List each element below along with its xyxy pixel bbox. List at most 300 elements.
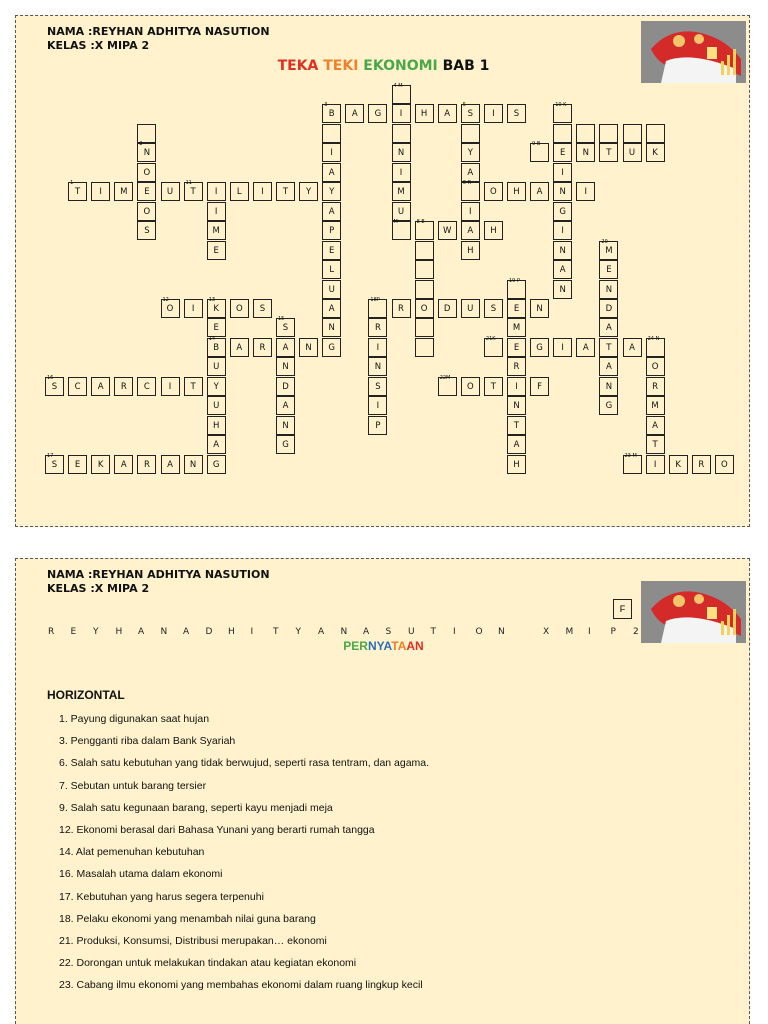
cell-letter: A [605, 323, 612, 334]
crossword-cell[interactable] [368, 338, 387, 357]
crossword-cell[interactable] [253, 182, 272, 201]
cell-letter: S [259, 303, 266, 314]
crossword-cell[interactable] [68, 182, 87, 201]
cell-letter: A [97, 381, 104, 392]
cell-letter: A [444, 109, 451, 120]
cell-letter: I [469, 206, 472, 217]
clue-number: M [393, 219, 398, 226]
cell-letter: U [467, 303, 474, 314]
cell-letter: O [235, 303, 243, 314]
crossword-cell[interactable] [392, 182, 411, 201]
crossword-cell[interactable] [68, 455, 87, 474]
cell-letter: Y [329, 187, 335, 198]
crossword-cell[interactable] [415, 338, 434, 357]
crossword-cell[interactable] [484, 104, 503, 123]
crossword-cell[interactable] [207, 221, 226, 240]
title-part: PER [343, 639, 368, 653]
crossword-cell[interactable] [599, 338, 618, 357]
student-class: KELAS :X MIPA 2 [47, 39, 150, 52]
cell-letter: I [99, 187, 102, 198]
crossword-cell[interactable] [392, 104, 411, 123]
crossword-cell[interactable] [276, 377, 295, 396]
crossword-cell[interactable] [368, 296, 387, 318]
crossword-cell[interactable] [438, 104, 457, 123]
cell-letter: I [653, 459, 657, 470]
cell-letter: K [97, 459, 104, 470]
crossword-cell[interactable] [392, 221, 411, 240]
crossword-cell[interactable] [530, 338, 549, 357]
crossword-cell[interactable] [623, 124, 642, 143]
crossword-cell[interactable] [438, 299, 457, 318]
name-letter: R [48, 627, 55, 637]
crossword-cell[interactable] [137, 163, 156, 182]
student-class: KELAS :X MIPA 2 [47, 582, 150, 595]
crossword-cell[interactable] [715, 455, 734, 474]
clue-number: 23 M [624, 452, 637, 459]
cell-letter: T [190, 187, 196, 198]
name-letter: 2 [633, 627, 639, 637]
name-letter: A [138, 627, 145, 637]
cell-letter: I [561, 167, 564, 178]
crossword-cell[interactable] [530, 182, 549, 201]
crossword-cell[interactable] [507, 104, 526, 123]
cell-letter: G [374, 109, 382, 120]
cell-letter: N [189, 459, 197, 470]
crossword-cell[interactable] [484, 377, 503, 396]
cell-letter: A [328, 167, 335, 178]
title-part: AN [406, 639, 424, 653]
crossword-cell[interactable] [207, 335, 226, 357]
clue-number: 6 R [462, 180, 472, 187]
crossword-cell[interactable] [646, 377, 665, 396]
title-part: BAB 1 [442, 58, 490, 74]
cell-letter: S [490, 303, 497, 314]
cell-letter: N [559, 187, 566, 198]
crossword-cell[interactable] [530, 377, 549, 396]
crossword-cell[interactable] [184, 182, 203, 201]
crossword-cell[interactable] [415, 221, 434, 240]
crossword-cell[interactable] [299, 338, 318, 357]
crossword-cell[interactable] [299, 182, 318, 201]
crossword-cell[interactable] [576, 182, 595, 201]
cell-letter: N [282, 420, 289, 431]
cell-letter: F [537, 381, 543, 392]
crossword-cell[interactable] [368, 318, 387, 337]
cell-letter: P [329, 226, 335, 237]
crossword-cell[interactable] [161, 455, 180, 474]
crossword-cell[interactable] [646, 396, 665, 415]
crossword-cell[interactable] [553, 124, 572, 143]
cell-letter: M [212, 226, 220, 237]
crossword-cell[interactable] [507, 416, 526, 435]
name-letter: I [250, 627, 254, 637]
name-letter: Y [295, 627, 301, 637]
crossword-cell[interactable] [276, 416, 295, 435]
name-letter: H [228, 627, 235, 637]
crossword-cell[interactable] [507, 357, 526, 376]
crossword-cell[interactable] [368, 357, 387, 376]
cell-letter: A [467, 226, 474, 237]
crossword-cell[interactable] [137, 221, 156, 240]
crossword-cell[interactable] [461, 221, 480, 240]
cell-letter: N [328, 323, 335, 334]
name-letter: Y [93, 627, 99, 637]
cell-letter: N [513, 401, 520, 412]
crossword-cell[interactable] [322, 143, 341, 162]
crossword-cell[interactable] [599, 124, 618, 143]
statements-panel [15, 558, 750, 1024]
crossword-cell[interactable] [322, 260, 341, 279]
crossword-cell[interactable] [553, 338, 572, 357]
crossword-cell[interactable] [137, 202, 156, 221]
clue-number: 9 B [532, 141, 541, 148]
crossword-cell[interactable] [276, 318, 295, 337]
crossword-cell[interactable] [322, 318, 341, 337]
crossword-cell[interactable] [461, 104, 480, 123]
cell-letter: A [582, 342, 589, 353]
cell-letter: I [191, 303, 195, 314]
crossword-cell[interactable] [207, 296, 226, 318]
cell-letter: E [144, 187, 150, 198]
name-letter: N [340, 627, 348, 637]
crossword-cell[interactable] [646, 143, 665, 162]
answer-cell-f[interactable]: F [613, 599, 632, 619]
crossword-cell[interactable] [91, 182, 110, 201]
crossword-cell[interactable] [368, 104, 387, 123]
crossword-cell[interactable] [599, 318, 618, 337]
cell-letter: H [467, 245, 474, 256]
name-letter: O [475, 627, 483, 637]
cell-letter: H [513, 187, 520, 198]
cell-letter: O [721, 459, 728, 470]
crossword-cell[interactable] [276, 435, 295, 454]
crossword-cell[interactable] [276, 357, 295, 376]
crossword-cell[interactable] [599, 377, 618, 396]
crossword-cell[interactable] [623, 338, 642, 357]
cell-letter: G [536, 342, 543, 353]
crossword-cell[interactable] [461, 241, 480, 260]
crossword-cell[interactable] [669, 455, 688, 474]
cell-letter: O [490, 187, 497, 198]
crossword-cell[interactable] [91, 377, 110, 396]
crossword-cell[interactable] [207, 182, 226, 201]
crossword-cell[interactable] [461, 124, 480, 143]
crossword-cell[interactable] [415, 260, 434, 279]
crossword-cell[interactable] [553, 143, 572, 162]
cell-letter: A [167, 459, 173, 470]
cell-letter: R [143, 459, 150, 470]
crossword-cell[interactable] [461, 202, 480, 221]
cell-letter: K [213, 303, 219, 314]
cell-letter: E [213, 245, 219, 256]
cell-letter: T [652, 440, 658, 451]
crossword-cell[interactable] [207, 396, 226, 415]
crossword-cell[interactable] [553, 260, 572, 279]
cell-letter: T [74, 187, 81, 198]
cell-letter: K [652, 148, 658, 159]
crossword-cell[interactable] [576, 124, 595, 143]
crossword-cell[interactable] [415, 280, 434, 299]
clue-item: 3. Pengganti riba dalam Bank Syariah [59, 735, 236, 748]
crossword-cell[interactable] [646, 455, 665, 474]
crossword-cell[interactable] [461, 143, 480, 162]
cell-letter: O [651, 362, 659, 373]
cell-letter: A [513, 440, 520, 451]
crossword-cell[interactable] [461, 182, 480, 201]
cell-letter: H [490, 226, 497, 237]
crossword-cell[interactable] [623, 452, 642, 474]
crossword-cell[interactable] [646, 335, 665, 357]
crossword-cell[interactable] [184, 455, 203, 474]
crossword-cell[interactable] [91, 455, 110, 474]
name-letter: E [70, 627, 77, 637]
crossword-cell[interactable] [114, 377, 133, 396]
crossword-cell[interactable] [45, 452, 64, 474]
crossword-cell[interactable] [507, 318, 526, 337]
cell-letter: R [513, 362, 520, 373]
crossword-cell[interactable] [576, 143, 595, 162]
crossword-cell[interactable] [322, 124, 341, 143]
crossword-cell[interactable] [207, 416, 226, 435]
cell-letter: Y [467, 148, 473, 159]
crossword-cell[interactable] [692, 455, 711, 474]
cell-letter: S [513, 109, 520, 120]
title-part: TEKI [323, 58, 364, 74]
cell-letter: Y [305, 187, 312, 198]
crossword-cell[interactable] [368, 396, 387, 415]
crossword-cell[interactable] [646, 435, 665, 454]
crossword-cell[interactable] [230, 182, 249, 201]
crossword-cell[interactable] [322, 182, 341, 201]
crossword-cell[interactable] [276, 182, 295, 201]
crossword-cell[interactable] [392, 163, 411, 182]
crossword-cell[interactable] [553, 280, 572, 299]
clue-number: 2 [139, 141, 143, 148]
cell-letter: M [397, 187, 405, 198]
crossword-cell[interactable] [253, 338, 272, 357]
crossword-cell[interactable] [646, 124, 665, 143]
crossword-cell[interactable] [207, 357, 226, 376]
crossword-cell[interactable] [507, 182, 526, 201]
crossword-cell[interactable] [184, 299, 203, 318]
crossword-cell[interactable] [599, 357, 618, 376]
cell-letter: I [168, 381, 172, 392]
cell-letter: I [214, 206, 218, 217]
crossword-cell[interactable] [553, 104, 572, 123]
crossword-cell[interactable] [322, 280, 341, 299]
crossword-cell[interactable] [553, 163, 572, 182]
clue-number: 15 [278, 316, 285, 323]
crossword-cell[interactable] [392, 124, 411, 143]
crossword-cell[interactable] [530, 143, 549, 162]
cell-letter: N [305, 342, 312, 353]
cell-letter: N [605, 381, 613, 392]
crossword-cell[interactable] [507, 338, 526, 357]
crossword-cell[interactable] [415, 318, 434, 337]
cell-letter: A [236, 342, 243, 353]
crossword-cell[interactable] [322, 241, 341, 260]
crossword-cell[interactable] [322, 104, 341, 123]
crossword-cell[interactable] [161, 377, 180, 396]
crossword-cell[interactable] [438, 374, 457, 396]
crossword-cell[interactable] [415, 241, 434, 260]
crossword-cell[interactable] [207, 455, 226, 474]
cell-letter: E [513, 303, 520, 314]
cell-letter: S [51, 459, 58, 470]
crossword-cell[interactable] [114, 455, 133, 474]
clue-number: 5 [462, 102, 466, 109]
crossword-cell[interactable] [137, 182, 156, 201]
crossword-cell[interactable] [392, 299, 411, 318]
crossword-cell[interactable] [576, 338, 595, 357]
crossword-cell[interactable] [438, 221, 457, 240]
crossword-cell[interactable] [461, 377, 480, 396]
crossword-cell[interactable] [45, 374, 64, 396]
crossword-cell[interactable] [623, 143, 642, 162]
crossword-cell[interactable] [507, 396, 526, 415]
crossword-cell[interactable] [484, 299, 503, 318]
cell-letter: S [51, 381, 58, 392]
crossword-cell[interactable] [507, 277, 526, 299]
name-letter: X [543, 627, 550, 637]
cell-letter: M [120, 187, 128, 198]
crossword-cell[interactable] [646, 357, 665, 376]
cell-letter: A [467, 167, 474, 178]
crossword-cell[interactable] [114, 182, 133, 201]
crossword-cell[interactable] [646, 416, 665, 435]
crossword-cell[interactable] [276, 338, 295, 357]
cell-letter: U [166, 187, 174, 198]
crossword-cell[interactable] [392, 85, 411, 104]
clue-number: 1 [70, 180, 74, 187]
cell-letter: L [329, 265, 335, 276]
cell-letter: N [143, 148, 151, 159]
cell-letter: K [675, 459, 681, 470]
crossword-cell[interactable] [184, 377, 203, 396]
crossword-cell[interactable] [230, 299, 249, 318]
cell-letter: G [212, 459, 220, 470]
crossword-cell[interactable] [368, 377, 387, 396]
cell-letter: U [628, 148, 636, 159]
crossword-cell[interactable] [276, 396, 295, 415]
cell-letter: R [374, 323, 381, 334]
crossword-cell[interactable] [137, 455, 156, 474]
cell-letter: I [214, 187, 218, 198]
cell-letter: P [375, 420, 381, 431]
crossword-cell[interactable] [553, 241, 572, 260]
cell-letter: O [143, 206, 151, 217]
crossword-cell[interactable] [415, 104, 434, 123]
crossword-cell[interactable] [553, 221, 572, 240]
cell-letter: U [328, 284, 335, 295]
cell-letter: H [212, 420, 220, 431]
crossword-cell[interactable] [322, 202, 341, 221]
cell-letter: T [490, 381, 496, 392]
cell-letter: M [512, 323, 521, 334]
crossword-cell[interactable] [230, 338, 249, 357]
crossword-cell[interactable] [599, 143, 618, 162]
crossword-cell[interactable] [207, 241, 226, 260]
title-part: NYA [367, 639, 392, 653]
cell-letter: R [259, 342, 266, 353]
title-part: TEKA [277, 58, 324, 74]
crossword-cell[interactable] [253, 299, 272, 318]
crossword-cell[interactable] [599, 299, 618, 318]
crossword-cell[interactable] [137, 143, 156, 162]
cell-letter: S [144, 226, 150, 237]
crossword-cell[interactable] [507, 299, 526, 318]
cell-letter: N [374, 362, 382, 373]
name-letter: T [430, 627, 436, 637]
crossword-cell[interactable] [553, 202, 572, 221]
crossword-cell[interactable] [530, 299, 549, 318]
name-letter: A [318, 627, 325, 637]
clue-number: 19 P [509, 277, 520, 284]
cell-letter: T [282, 187, 289, 198]
crossword-cell[interactable] [507, 377, 526, 396]
cell-letter: A [282, 401, 289, 412]
crossword-cell[interactable] [415, 299, 434, 318]
crossword-cell[interactable] [392, 143, 411, 162]
cell-letter: I [399, 167, 403, 178]
crossword-cell[interactable] [345, 104, 364, 123]
crossword-cell[interactable] [322, 299, 341, 318]
crossword-cell[interactable] [322, 338, 341, 357]
crossword-cell[interactable] [207, 435, 226, 454]
cell-letter: I [515, 381, 518, 392]
crossword-cell[interactable] [507, 435, 526, 454]
crossword-cell[interactable] [599, 238, 618, 260]
cell-letter: I [261, 187, 264, 198]
crossword-cell[interactable] [507, 455, 526, 474]
clue-item: 7. Sebutan untuk barang tersier [59, 779, 207, 792]
crossword-cell[interactable] [161, 296, 180, 318]
crossword-cell[interactable] [137, 377, 156, 396]
cell-letter: O [143, 167, 151, 178]
crossword-cell[interactable] [68, 377, 87, 396]
title-part: TA [391, 639, 407, 653]
crossword-cell[interactable] [599, 396, 618, 415]
cell-letter: I [561, 342, 564, 353]
crossword-cell[interactable] [599, 280, 618, 299]
crossword-cell[interactable] [599, 260, 618, 279]
crossword-cell[interactable] [484, 335, 503, 357]
cell-letter: N [605, 284, 613, 295]
student-name: NAMA :REYHAN ADHITYA NASUTION [47, 568, 270, 581]
cell-letter: R [652, 381, 659, 392]
clue-number: 8 E [416, 219, 425, 226]
cell-letter: R [398, 303, 404, 314]
crossword-cell[interactable] [322, 163, 341, 182]
crossword-cell[interactable] [553, 182, 572, 201]
crossword-cell[interactable] [484, 182, 503, 201]
crossword-cell[interactable] [161, 182, 180, 201]
crossword-cell[interactable] [461, 299, 480, 318]
clue-item: 1. Payung digunakan saat hujan [59, 713, 210, 725]
cell-letter: O [420, 303, 428, 314]
crossword-cell[interactable] [368, 416, 387, 435]
crossword-cell[interactable] [484, 221, 503, 240]
crossword-cell[interactable] [322, 221, 341, 240]
clue-number: 16 [47, 374, 54, 381]
crossword-cell[interactable] [207, 202, 226, 221]
clue-number: 18P [370, 296, 380, 303]
cell-letter: U [397, 206, 405, 217]
crossword-cell[interactable] [207, 377, 226, 396]
cell-letter: A [351, 109, 358, 120]
cell-letter: G [559, 206, 566, 217]
clue-item: 12. Ekonomi berasal dari Bahasa Yunani yang berarti rumah tangga [59, 824, 375, 836]
